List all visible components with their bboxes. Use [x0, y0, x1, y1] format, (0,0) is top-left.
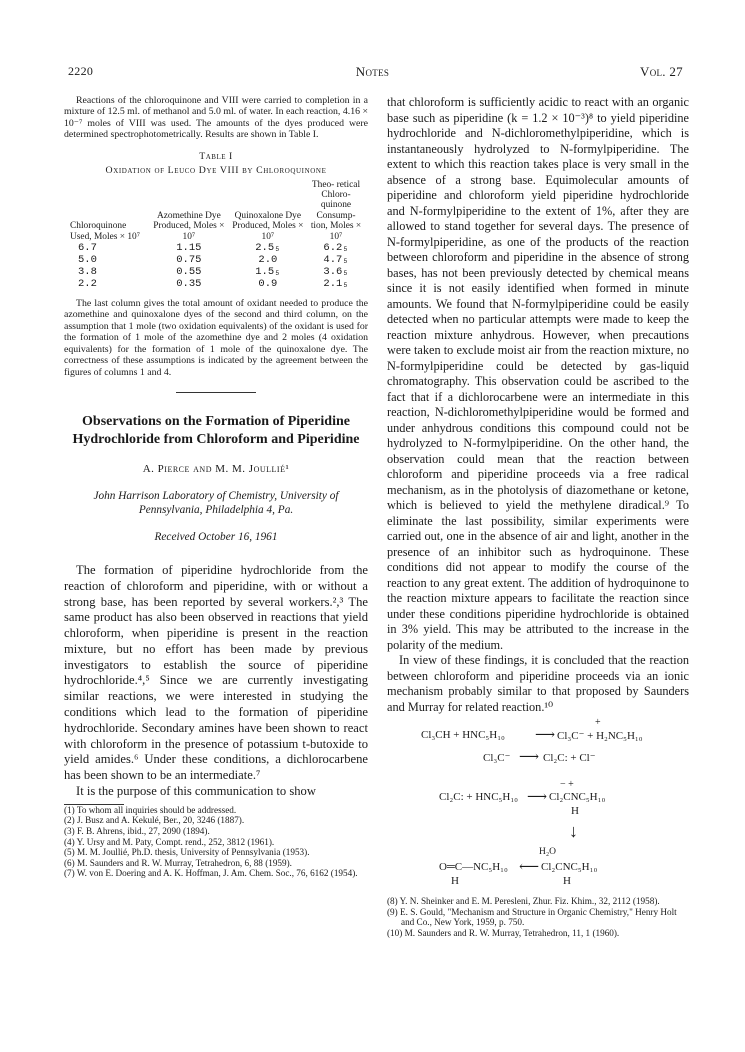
arrow-icon: ⟶ — [535, 728, 556, 743]
eq3-product: Cl₂CNC₅H₁₀ — [549, 791, 606, 803]
hydrogen-label: H — [563, 875, 571, 887]
table-header-row — [68, 180, 364, 242]
down-arrow-icon: ↓ — [569, 821, 578, 841]
table-cell: 2.1₅ — [323, 278, 349, 291]
eq1-products: Cl₃C⁻ + H₂NC₅H₁₀ — [557, 730, 643, 742]
table-row — [68, 278, 364, 290]
table-cell: 2.2 — [78, 278, 97, 291]
table-title: Oxidation of Leuco Dye VIII by Chloroquinone — [105, 164, 327, 176]
body-paragraph: that chloroform is sufficiently acidic to react with an organic base such as piperidine (k = 1.2 × 10⁻³)⁸ to yield piperidine hydrochloride and N-dichloromethylpiperidine, which is instantaneously hydrolyzed to N-formylpiperidine. The extent to which this reaction takes place is very small in the absence of a strong base. Equimolecular amounts of piperidine and chloroform yield piperidine hydrochloride and N-formylpiperidine to the extent of 1%, after they are allowed to stand together for several days. The presence of N-formylpiperidine, as one of the products of the reaction between chloroform and piperidine in the absence of strong bases, has not been previously detected by chemical means since it is not easily identified when formed in minute amounts. We found that N-formylpiperidine could be easily detected when no particular attempts were made to keep the reaction mixture anhydrous. However, when precautions were taken to exclude moist air from the reaction mixture, no N-formylpiperidine could be detected by gas-liquid chromatography. This observation could be ascribed to the fact that if a dichlorocarbene were an intermediate in this reaction, N-dichloromethylpiperidine would be formed and under anhydrous conditions this compound could not be hydrolyzed to N-formylpiperidine. On the other hand, the observation could mean that the reaction between chloroform and piperidine proceeds via a free radical mechanism, as in the photolysis of diazomethane or ketone, which is believed to yield the methylene diradical.⁹ To eliminate the last possibility, similar experiments were carried out, one in the absence of air and light, another in the presence of an inhibitor such as hydroquinone. These conditions did not appear to modify the course of the reaction to any great extent. The addition of hydroquinone to the reaction mixture appears to facilitate the reaction since under these conditions piperidine hydrochloride is obtained in 3% yield. This may be attributed to the increase in the polarity of the medium. — [387, 95, 689, 652]
hydrogen-label: H — [571, 805, 579, 817]
table-cell: 4.7₅ — [323, 254, 349, 267]
eq4-product: O═C—NC₅H₁₀ — [439, 861, 508, 873]
results-table — [68, 180, 364, 290]
eq3-reactants: Cl₂C: + HNC₅H₁₀ — [439, 791, 518, 803]
section-divider — [176, 392, 256, 393]
footnote: (9) E. S. Gould, "Mechanism and Structure in Organic Chemistry," Henry Holt and Co., New York, 1959, p. 750. — [387, 906, 677, 928]
table-cell: 1.5₅ — [255, 266, 281, 279]
received-date: Received October 16, 1961 — [154, 530, 278, 543]
reaction-scheme — [387, 717, 689, 926]
footnote: (7) W. von E. Doering and A. K. Hoffman, J. Am. Chem. Soc., 76, 6162 (1954). — [64, 868, 358, 879]
header-chloroquinone: Chloroquinone Used, Moles × 10⁷ — [70, 221, 141, 242]
left-column — [64, 95, 368, 879]
table-cell: 3.6₅ — [323, 266, 349, 279]
arrow-icon: ⟶ — [519, 750, 540, 765]
page-number: 2220 — [68, 64, 94, 78]
right-column — [387, 95, 689, 938]
body-paragraph: It is the purpose of this communication to show — [76, 784, 316, 799]
footnote: (8) Y. N. Sheinker and E. M. Peresleni, Zhur. Fiz. Khim., 32, 2112 (1958). — [387, 896, 660, 906]
table-cell: 0.55 — [176, 266, 202, 279]
header-quinoxalone: Quinoxalone Dye Produced, Moles × 10⁷ — [232, 210, 304, 242]
eq4-reactant: Cl₂CNC₅H₁₀ — [541, 861, 598, 873]
eq1-reactants: Cl₃CH + HNC₅H₁₀ — [421, 729, 505, 741]
table-cell: 0.9 — [258, 278, 278, 291]
charge-plus: + — [595, 717, 601, 728]
table-cell: 3.8 — [78, 266, 97, 279]
footnotes-left — [64, 805, 368, 879]
header-azomethine: Azomethine Dye Produced, Moles × 10⁷ — [153, 210, 225, 242]
table-cell: 2.5₅ — [255, 242, 281, 255]
article-authors: A. Pierce and M. M. Joullié¹ — [142, 462, 290, 475]
table-cell: 1.15 — [176, 242, 202, 255]
footnote: (6) M. Saunders and R. W. Murray, Tetrahedron, 6, 88 (1959). — [64, 857, 292, 868]
eq2-reactant: Cl₃C⁻ — [483, 752, 511, 764]
footnote: (3) F. B. Ahrens, ibid., 27, 2090 (1894). — [64, 826, 210, 837]
table-row — [68, 254, 364, 266]
eq2-products: Cl₂C: + Cl⁻ — [543, 752, 596, 764]
table-cell: 6.7 — [78, 242, 97, 255]
body-paragraph: The formation of piperidine hydrochloride from the reaction of chloroform and piperidine, with or without a strong base, has been reported by several workers.²,³ The same product has also been observed in reactions that yield chloroform, when piperidine is present in the reaction mixture, but no effort has been made by previous investigators to establish the source of piperidine hydrochloride.⁴,⁵ Since we are currently investigating similar reactions, we were interested in studying the conditions which lead to the formation of piperidine hydrochloride. Secondary amines have been shown to react with chloroform in the presence of potassium t-butoxide to yield amides.⁶ Under these conditions, a dichlorocarbene has been shown to be an intermediate.⁷ — [64, 562, 368, 783]
table-cell: 0.35 — [176, 278, 202, 291]
table-cell: 2.0 — [258, 254, 278, 267]
table-note: The last column gives the total amount of oxidant needed to produce the azomethine and quinoxalone dyes of the second and third column, on the assumption that 1 mole (two oxidation equivalents) of the oxidant is used for the formation of 1 mole of the azomethine dye and 2 moles (4 oxidation equivalents) for the formation of 1 mole of the quinoxalone dye. The correctness of these assumptions is indicated by the agreement between the figures of columns 1 and 4. — [64, 298, 368, 378]
charge-minus-plus: − + — [560, 779, 574, 790]
running-head: Notes — [355, 64, 390, 79]
intro-paragraph: Reactions of the chloroquinone and VIII were carried to completion in a mixture of 12.5 ml. of methanol and 5.0 ml. of water. In each reaction, 4.16 × 10⁻⁷ moles of VIII was used. The amounts of the dyes produced were determined spectrophotometrically. Results are shown in Table I. — [64, 95, 368, 141]
footnote: (4) Y. Ursy and M. Paty, Compt. rend., 252, 3812 (1961). — [64, 836, 275, 847]
hydrogen-label: H — [451, 875, 459, 887]
water-label: H₂O — [539, 847, 557, 857]
table-cell: 6.2₅ — [323, 242, 349, 255]
footnote: (1) To whom all inquiries should be addressed. — [64, 804, 237, 815]
header-theoretical: Theo- retical Chloro- quinone Consump- tion, Moles × 10⁷ — [310, 179, 362, 242]
table-label: Table I — [199, 150, 233, 162]
body-paragraph: In view of these findings, it is concluded that the reaction between chloroform and piperidine proceeds via an ionic mechanism probably similar to that proposed by Saunders and Murray for related reaction.¹⁰ — [387, 653, 689, 714]
table-cell: 0.75 — [176, 254, 202, 267]
arrow-icon: ⟶ — [527, 790, 548, 805]
article-affiliation: John Harrison Laboratory of Chemistry, University of Pennsylvania, Philadelphia 4, Pa. — [93, 489, 339, 516]
article-title: Observations on the Formation of Piperidine Hydrochloride from Chloroform and Piperidine — [72, 413, 360, 447]
volume-label: Vol. 27 — [640, 64, 683, 79]
table-row — [68, 242, 364, 254]
table-cell: 5.0 — [78, 254, 97, 267]
table-row — [68, 266, 364, 278]
footnote: (5) M. M. Joullié, Ph.D. thesis, University of Pennsylvania (1953). — [64, 847, 310, 858]
arrow-icon: ⟵ — [519, 860, 540, 875]
footnote: (2) J. Busz and A. Kekulé, Ber., 20, 3246 (1887). — [64, 815, 245, 826]
footnote: (10) M. Saunders and R. W. Murray, Tetrahedron, 11, 1 (1960). — [387, 927, 620, 938]
